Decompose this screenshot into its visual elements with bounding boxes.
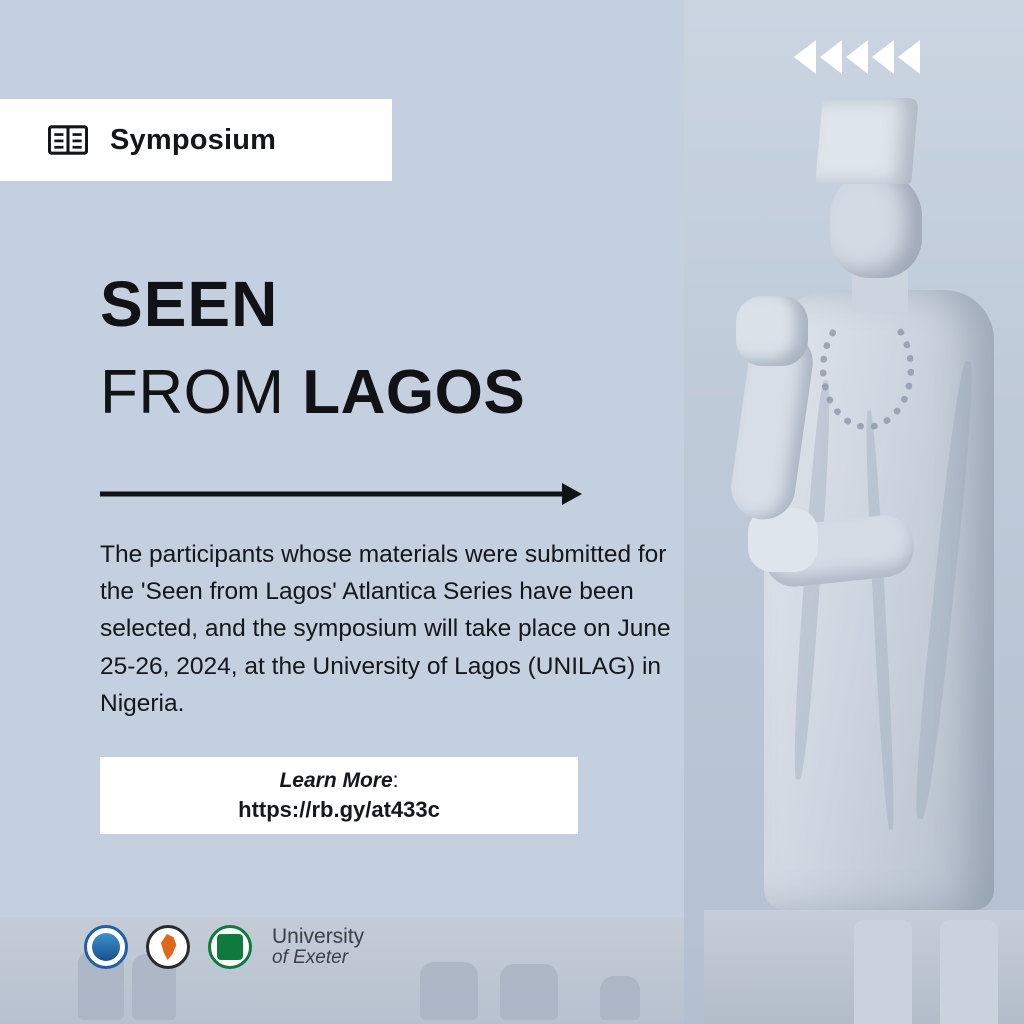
statue-hat: [815, 98, 919, 184]
exeter-wordmark-line-2: of Exeter: [272, 947, 349, 969]
exeter-wordmark-line-1: University: [272, 925, 365, 948]
learn-more-label-row: [279, 769, 398, 793]
headline-line-2-bold: LAGOS: [302, 358, 526, 427]
left-triangle-icon: [846, 40, 868, 74]
headline-line-2: [100, 358, 526, 427]
page-title: [100, 268, 526, 427]
body-text: The participants whose materials were submitted for the 'Seen from Lagos' Atlantica Series have been selected, and the symposium will take place on June 25-26, 2024, at the University of Lagos (UNILAG) in Nigeria.: [100, 541, 671, 717]
left-triangle-icon: [872, 40, 894, 74]
statue-leg: [854, 920, 912, 1024]
statue-leg: [940, 920, 998, 1024]
atlantica-logo-icon: [146, 925, 190, 969]
learn-more-box[interactable]: [100, 757, 578, 834]
symposium-tag-label: Symposium: [110, 123, 277, 156]
left-triangle-icon: [794, 40, 816, 74]
logo-row: [84, 925, 364, 969]
learn-more-colon: :: [392, 768, 399, 792]
statue-beads: [820, 308, 914, 430]
statue-figure: [684, 80, 1024, 1024]
statue-fist: [736, 296, 808, 366]
open-book-icon: [48, 124, 88, 156]
foot-shape: [420, 962, 478, 1020]
unilag-logo-icon: [84, 925, 128, 969]
arrow-cluster-icon: [794, 40, 920, 74]
atlantica-logo-inner: [157, 934, 179, 960]
statue-base: [704, 910, 1024, 1024]
statue-head: [830, 172, 922, 278]
learn-more-url[interactable]: https://rb.gy/at433c: [238, 796, 440, 822]
foot-shape: [500, 964, 558, 1020]
exeter-wordmark: [272, 926, 364, 968]
left-triangle-icon: [898, 40, 920, 74]
headline-line-1: SEEN: [100, 268, 279, 340]
arrow-rule-icon: [100, 480, 582, 508]
learn-more-label: Learn More: [279, 768, 393, 792]
foot-shape: [600, 976, 640, 1020]
headline-line-2-light: FROM: [100, 358, 303, 427]
symposium-tag: [0, 99, 392, 181]
statue-photo: [684, 0, 1024, 1024]
unilag-logo-inner: [92, 933, 120, 961]
exeter-crest-inner: [217, 934, 243, 960]
left-triangle-icon: [820, 40, 842, 74]
exeter-crest-icon: [208, 925, 252, 969]
